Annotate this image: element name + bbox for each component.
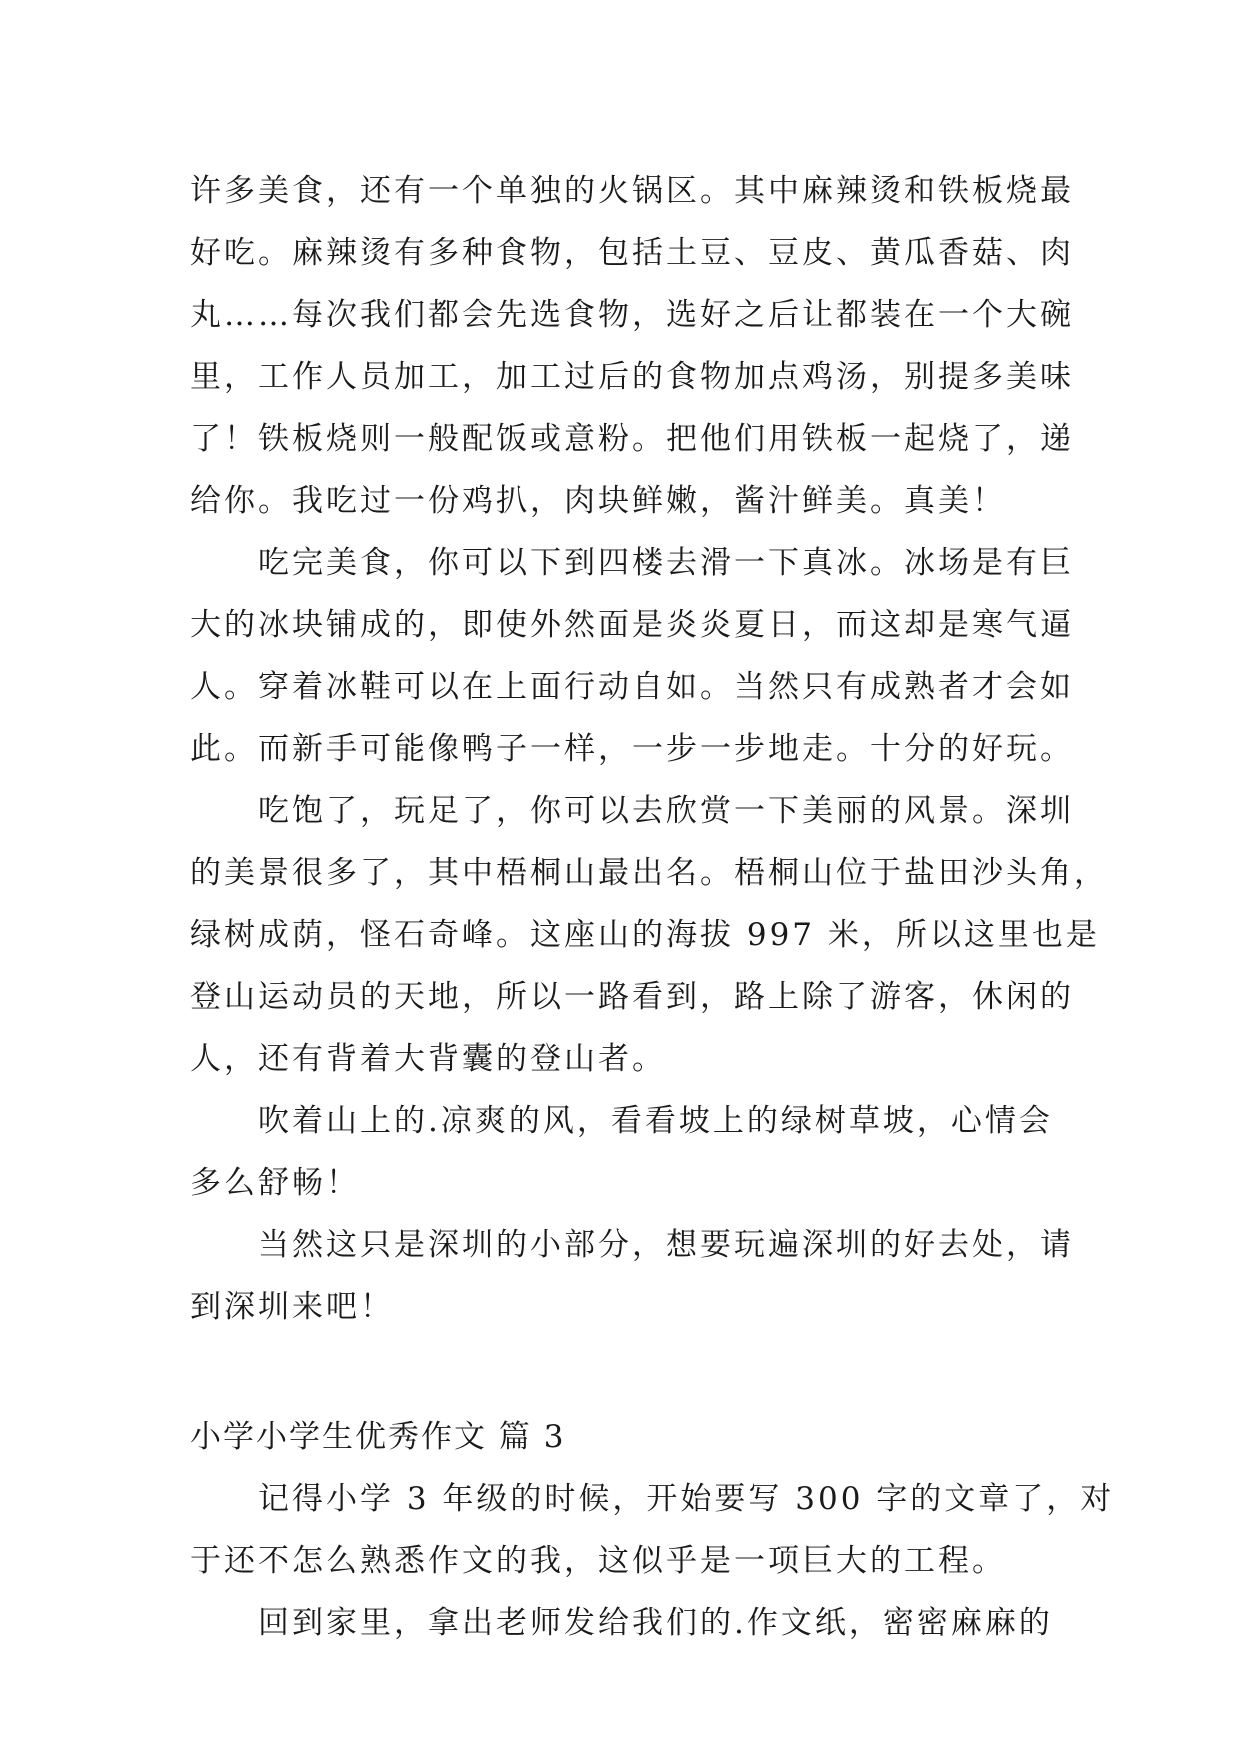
text-line: 吃完美食，你可以下到四楼去滑一下真冰。冰场是有巨 [258,545,1074,581]
text-line: 的美景很多了，其中梧桐山最出名。梧桐山位于盐田沙头角， [190,855,1108,891]
text-line: 登山运动员的天地，所以一路看到，路上除了游客，休闲的 [190,979,1074,1015]
text-line: 多么舒畅！ [190,1165,360,1201]
text-line: 记得小学 3 年级的时候，开始要写 300 字的文章了，对 [258,1481,1115,1517]
text-line: 丸……每次我们都会先选食物，选好之后让都装在一个大碗 [190,297,1074,333]
text-line: 给你。我吃过一份鸡扒，肉块鲜嫩，酱汁鲜美。真美！ [190,483,1006,519]
document-body [190,160,1115,1654]
text-line: 了！铁板烧则一般配饭或意粉。把他们用铁板一起烧了，递 [190,421,1074,457]
text-line: 到深圳来吧！ [190,1289,394,1325]
text-line: 当然这只是深圳的小部分，想要玩遍深圳的好去处，请 [258,1227,1074,1263]
text-line: 此。而新手可能像鸭子一样，一步一步地走。十分的好玩。 [190,731,1074,767]
paragraph-gap [190,1338,1075,1406]
text-line: 回到家里，拿出老师发给我们的.作文纸，密密麻麻的 [258,1605,1053,1641]
text-line: 人。穿着冰鞋可以在上面行动自如。当然只有成熟者才会如 [190,669,1074,705]
section-heading: 小学小学生优秀作文 篇 3 [190,1419,566,1455]
text-line: 人，还有背着大背囊的登山者。 [190,1041,666,1077]
text-line: 绿树成荫，怪石奇峰。这座山的海拔 997 米，所以这里也是 [190,917,1100,953]
text-line: 许多美食，还有一个单独的火锅区。其中麻辣烫和铁板烧最 [190,173,1074,209]
text-line: 里，工作人员加工，加工过后的食物加点鸡汤，别提多美味 [190,359,1074,395]
text-line: 于还不怎么熟悉作文的我，这似乎是一项巨大的工程。 [190,1543,1006,1579]
text-line: 大的冰块铺成的，即使外然面是炎炎夏日，而这却是寒气逼 [190,607,1074,643]
text-line: 好吃。麻辣烫有多种食物，包括土豆、豆皮、黄瓜香菇、肉 [190,235,1074,271]
text-line: 吹着山上的.凉爽的风，看看坡上的绿树草坡，心情会 [258,1103,1053,1139]
text-line: 吃饱了，玩足了，你可以去欣赏一下美丽的风景。深圳 [258,793,1074,829]
